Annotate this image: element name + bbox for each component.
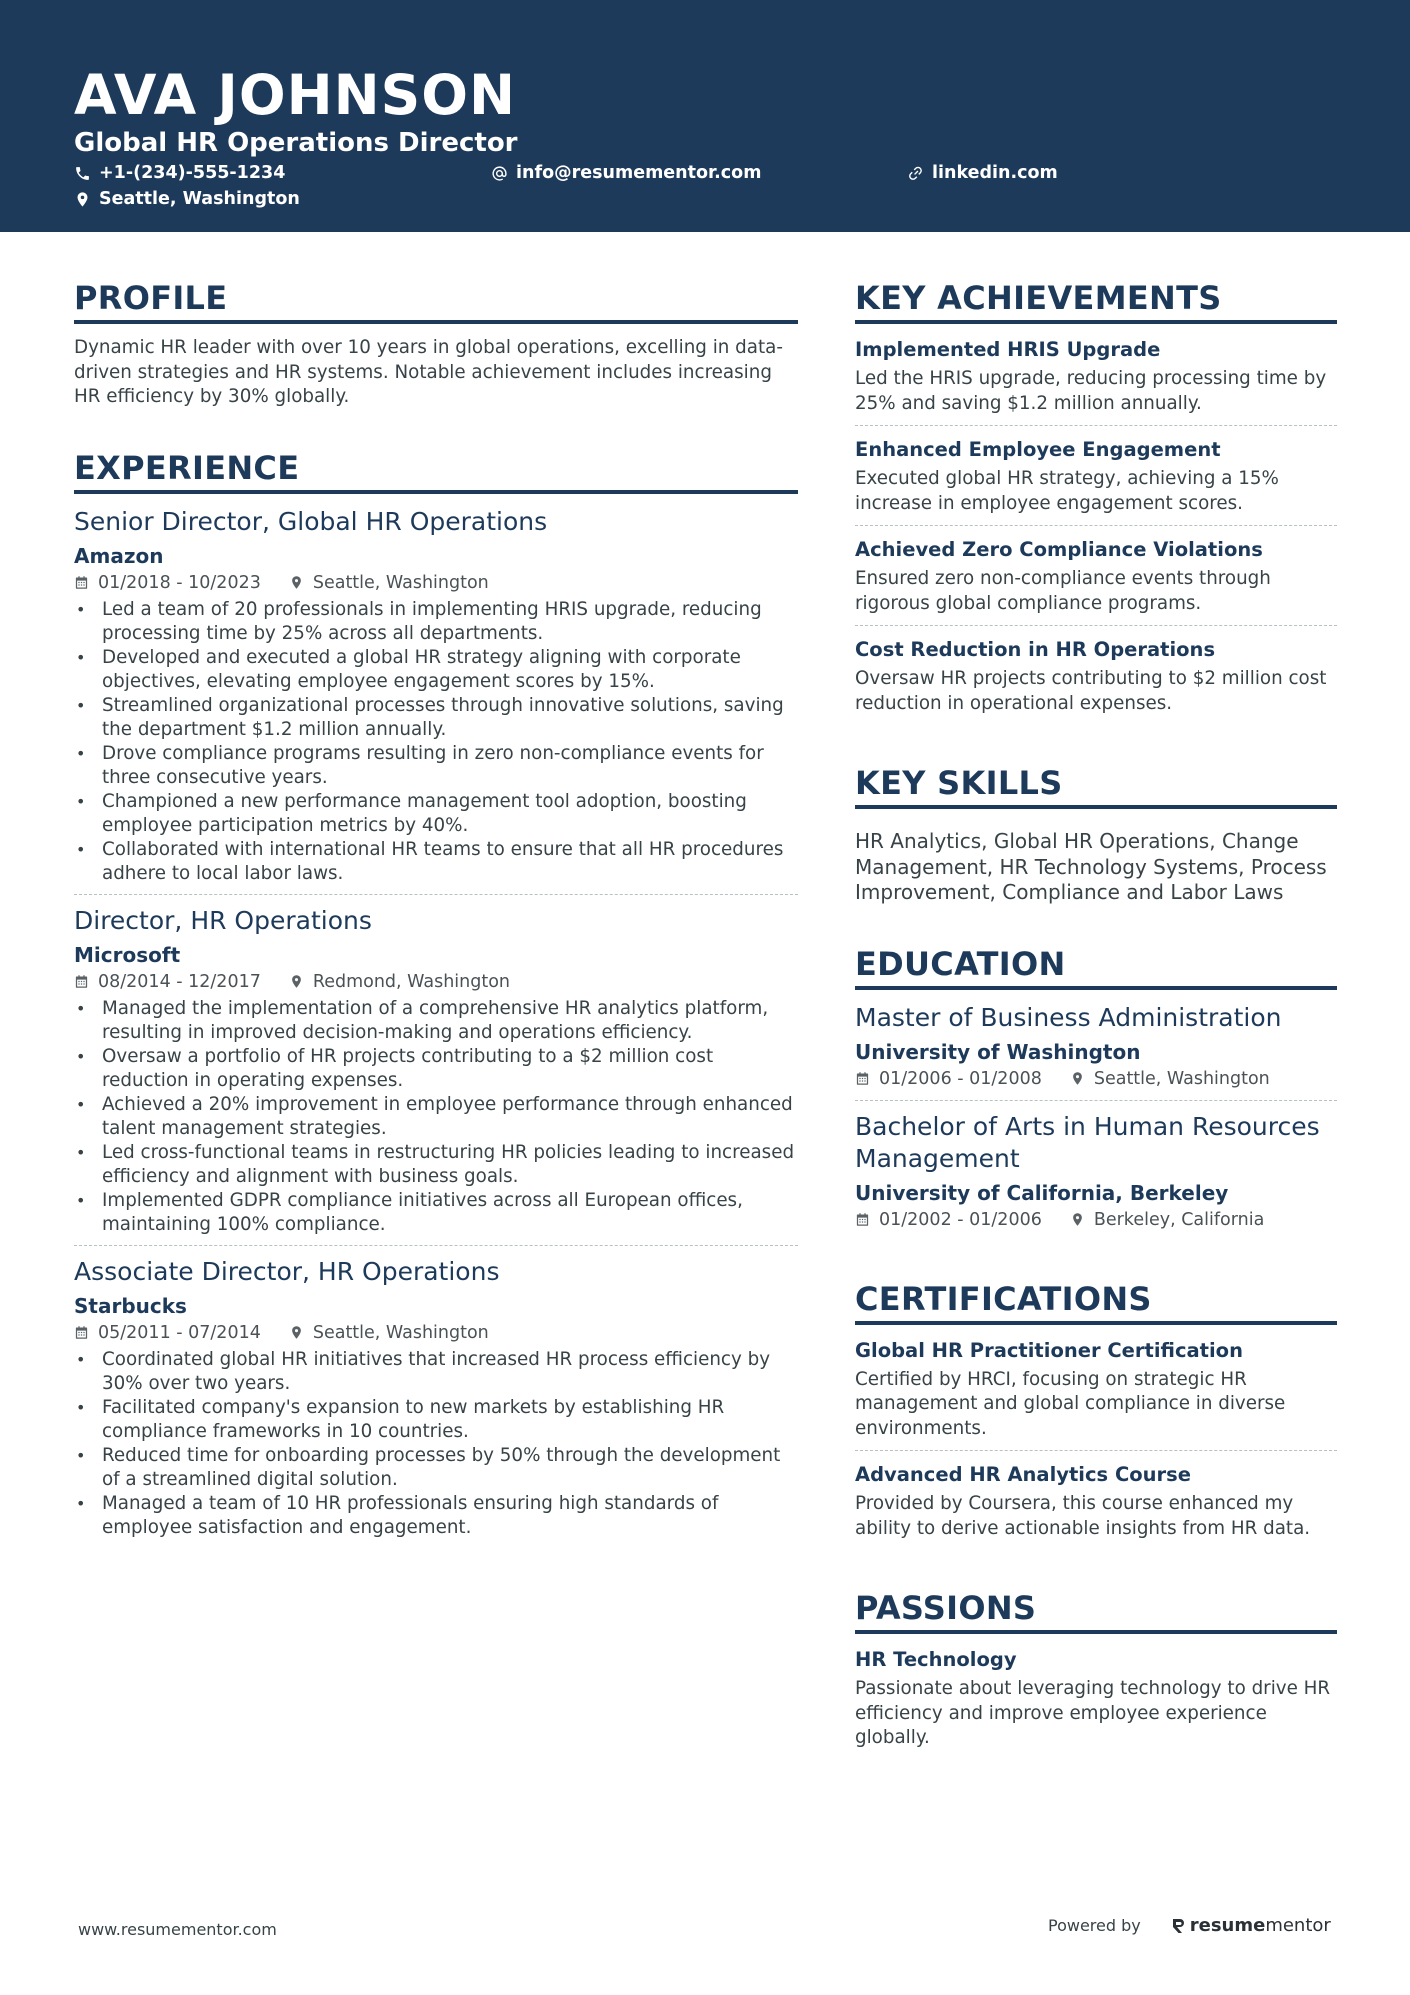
section-heading: PASSIONS: [855, 1588, 1337, 1634]
link-icon: [907, 165, 924, 182]
certification-text: Provided by Coursera, this course enhanced my ability to derive actionable insights from HR data.: [855, 1493, 1311, 1539]
job-location: [289, 570, 489, 596]
bullet-item: • Implemented GDPR compliance initiatives across all European offices, maintaining 100% compliance.: [74, 1189, 798, 1237]
calendar-icon: [855, 1212, 870, 1227]
bullet-item: • Facilitated company's expansion to new markets by establishing HR compliance frameworks in 10 countries.: [74, 1396, 798, 1444]
map-pin-icon: [289, 575, 304, 590]
skills-text: HR Analytics, Global HR Operations, Change Management, HR Technology Systems, Process Improvement, Compliance and Labor Laws: [855, 829, 1327, 904]
calendar-icon: [74, 575, 89, 590]
job-dates: [74, 969, 261, 995]
achievement-item: [855, 636, 1337, 725]
email-text: info@resumementor.com: [516, 163, 762, 183]
calendar-icon: [74, 974, 89, 989]
job-location: [289, 969, 510, 995]
achievement-text: Oversaw HR projects contributing to $2 million cost reduction in operational expenses.: [855, 668, 1327, 714]
candidate-title: Global HR Operations Director: [74, 128, 518, 158]
powered-by-label: Powered by: [1048, 1916, 1141, 1935]
certification-item: [855, 1461, 1337, 1550]
bullet-item: • Managed a team of 10 HR professionals ensuring high standards of employee satisfaction and engagement.: [74, 1492, 798, 1540]
section-heading: CERTIFICATIONS: [855, 1279, 1337, 1325]
job-location: [289, 1320, 489, 1346]
job-bullets: [74, 598, 798, 886]
contact-email[interactable]: [491, 161, 761, 185]
job-dates-text: 01/2018 - 10/2023: [98, 572, 261, 593]
location-text: Seattle, Washington: [99, 189, 300, 209]
passions-section: [855, 1588, 1337, 1760]
achievement-title: Achieved Zero Compliance Violations: [855, 538, 1263, 561]
section-heading: KEY SKILLS: [855, 763, 1337, 809]
achievement-title: Cost Reduction in HR Operations: [855, 638, 1216, 661]
education-entry: [855, 1111, 1337, 1241]
contact-linkedin[interactable]: [907, 161, 1058, 185]
bullet-item: • Streamlined organizational processes through innovative solutions, saving the department $1.2 million annually.: [74, 694, 798, 742]
bullet-item: • Championed a new performance management tool adoption, boosting employee participation metrics by 40%.: [74, 790, 798, 838]
profile-text: Dynamic HR leader with over 10 years in global operations, excelling in data-driven strategies and HR systems. Notable achievement includes increasing HR efficiency by 30% globally.: [74, 337, 783, 407]
achievement-text: Led the HRIS upgrade, reducing processing time by 25% and saving $1.2 million annually.: [855, 368, 1327, 414]
achievements-section: [855, 278, 1337, 725]
job-meta: [74, 1320, 798, 1346]
company-name: Microsoft: [74, 942, 181, 967]
bullet-item: • Oversaw a portfolio of HR projects contributing to a $2 million cost reduction in operating expenses.: [74, 1045, 798, 1093]
job-title: Senior Director, Global HR Operations: [74, 506, 548, 536]
job-location-text: Seattle, Washington: [312, 1322, 489, 1343]
section-heading: KEY ACHIEVEMENTS: [855, 278, 1337, 324]
profile-section: [74, 278, 798, 410]
job-dates-text: 05/2011 - 07/2014: [98, 1322, 261, 1343]
achievement-item: [855, 336, 1337, 426]
job-meta: [74, 570, 798, 596]
achievement-text: Ensured zero non-compliance events through rigorous global compliance programs.: [855, 568, 1271, 614]
map-pin-icon: [74, 191, 91, 208]
bullet-item: • Collaborated with international HR teams to ensure that all HR procedures adhere to local labor laws.: [74, 838, 798, 886]
bullet-item: • Reduced time for onboarding processes by 50% through the development of a streamlined digital solution.: [74, 1444, 798, 1492]
map-pin-icon: [1070, 1212, 1085, 1227]
education-meta: [855, 1207, 1337, 1233]
bullet-item: • Drove compliance programs resulting in zero non-compliance events for three consecutive years.: [74, 742, 798, 790]
brand-name-bold: resume: [1189, 1915, 1266, 1936]
brand-name-light: mentor: [1265, 1915, 1331, 1936]
calendar-icon: [74, 1325, 89, 1340]
degree-title: Bachelor of Arts in Human Resources Management: [855, 1111, 1320, 1173]
achievement-title: Enhanced Employee Engagement: [855, 438, 1221, 461]
calendar-icon: [855, 1071, 870, 1086]
candidate-name: AVA JOHNSON: [74, 63, 517, 127]
education-location-text: Seattle, Washington: [1093, 1068, 1270, 1089]
bullet-item: • Led cross-functional teams in restructuring HR policies leading to increased efficiency and alignment with business goals.: [74, 1141, 798, 1189]
at-sign-icon: [491, 165, 508, 182]
company-name: Starbucks: [74, 1293, 187, 1318]
job-bullets: [74, 1348, 798, 1540]
job-meta: [74, 969, 798, 995]
education-dates: [855, 1207, 1042, 1233]
experience-entry: [74, 506, 798, 895]
footer-branding: [1048, 1914, 1331, 1938]
phone-text: +1-(234)-555-1234: [99, 163, 286, 183]
job-title: Director, HR Operations: [74, 905, 372, 935]
job-dates-text: 08/2014 - 12/2017: [98, 971, 261, 992]
achievement-text: Executed global HR strategy, achieving a 15% increase in employee engagement scores.: [855, 468, 1279, 514]
experience-entry: [74, 905, 798, 1246]
certifications-section: [855, 1279, 1337, 1551]
passion-text: Passionate about leveraging technology to drive HR efficiency and improve employee experience globally.: [855, 1678, 1331, 1748]
certification-item: [855, 1337, 1337, 1452]
map-pin-icon: [289, 1325, 304, 1340]
job-dates: [74, 570, 261, 596]
bullet-item: • Managed the implementation of a comprehensive HR analytics platform, resulting in improved decision-making and operations efficiency.: [74, 997, 798, 1045]
education-location-text: Berkeley, California: [1093, 1209, 1265, 1230]
certification-title: Advanced HR Analytics Course: [855, 1463, 1191, 1486]
job-location-text: Seattle, Washington: [312, 572, 489, 593]
resume-header: [0, 0, 1410, 232]
experience-entry: [74, 1256, 798, 1548]
skills-section: [855, 763, 1337, 906]
brand-logo[interactable]: [1171, 1914, 1331, 1938]
certification-text: Certified by HRCI, focusing on strategic HR management and global compliance in diverse environments.: [855, 1368, 1286, 1439]
certification-title: Global HR Practitioner Certification: [855, 1338, 1243, 1362]
passion-item: [855, 1646, 1337, 1760]
education-location: [1070, 1207, 1264, 1233]
job-title: Associate Director, HR Operations: [74, 1256, 500, 1286]
education-section: [855, 944, 1337, 1241]
bullet-item: • Developed and executed a global HR strategy aligning with corporate objectives, elevating employee engagement scores by 15%.: [74, 646, 798, 694]
contact-location: [74, 187, 300, 211]
left-column: [74, 278, 798, 1586]
linkedin-text: linkedin.com: [932, 163, 1058, 183]
education-dates-text: 01/2006 - 01/2008: [879, 1068, 1042, 1089]
map-pin-icon: [1070, 1071, 1085, 1086]
right-column: [855, 278, 1337, 1798]
achievement-title: Implemented HRIS Upgrade: [855, 338, 1161, 361]
school-name: University of Washington: [855, 1039, 1141, 1064]
school-name: University of California, Berkeley: [855, 1180, 1229, 1205]
education-location: [1070, 1066, 1270, 1092]
achievement-item: [855, 436, 1337, 526]
job-bullets: [74, 997, 798, 1237]
section-heading: PROFILE: [74, 278, 798, 324]
map-pin-icon: [289, 974, 304, 989]
passion-title: HR Technology: [855, 1648, 1017, 1671]
section-heading: EXPERIENCE: [74, 448, 798, 494]
education-meta: [855, 1066, 1337, 1092]
phone-icon: [74, 165, 91, 182]
job-location-text: Redmond, Washington: [312, 971, 511, 992]
job-dates: [74, 1320, 261, 1346]
education-dates-text: 01/2002 - 01/2006: [879, 1209, 1042, 1230]
degree-title: Master of Business Administration: [855, 1002, 1282, 1032]
experience-section: [74, 448, 798, 1548]
footer-website[interactable]: www.resumementor.com: [78, 1920, 277, 1939]
contact-phone[interactable]: [74, 161, 285, 185]
company-name: Amazon: [74, 543, 164, 568]
bullet-item: • Achieved a 20% improvement in employee performance through enhanced talent management strategies.: [74, 1093, 798, 1141]
section-heading: EDUCATION: [855, 944, 1337, 990]
bullet-item: • Led a team of 20 professionals in implementing HRIS upgrade, reducing processing time by 25% across all departments.: [74, 598, 798, 646]
bullet-item: • Coordinated global HR initiatives that increased HR process efficiency by 30% over two years.: [74, 1348, 798, 1396]
education-entry: [855, 1002, 1337, 1101]
achievement-item: [855, 536, 1337, 626]
brand-mark-icon: [1171, 1917, 1186, 1935]
education-dates: [855, 1066, 1042, 1092]
